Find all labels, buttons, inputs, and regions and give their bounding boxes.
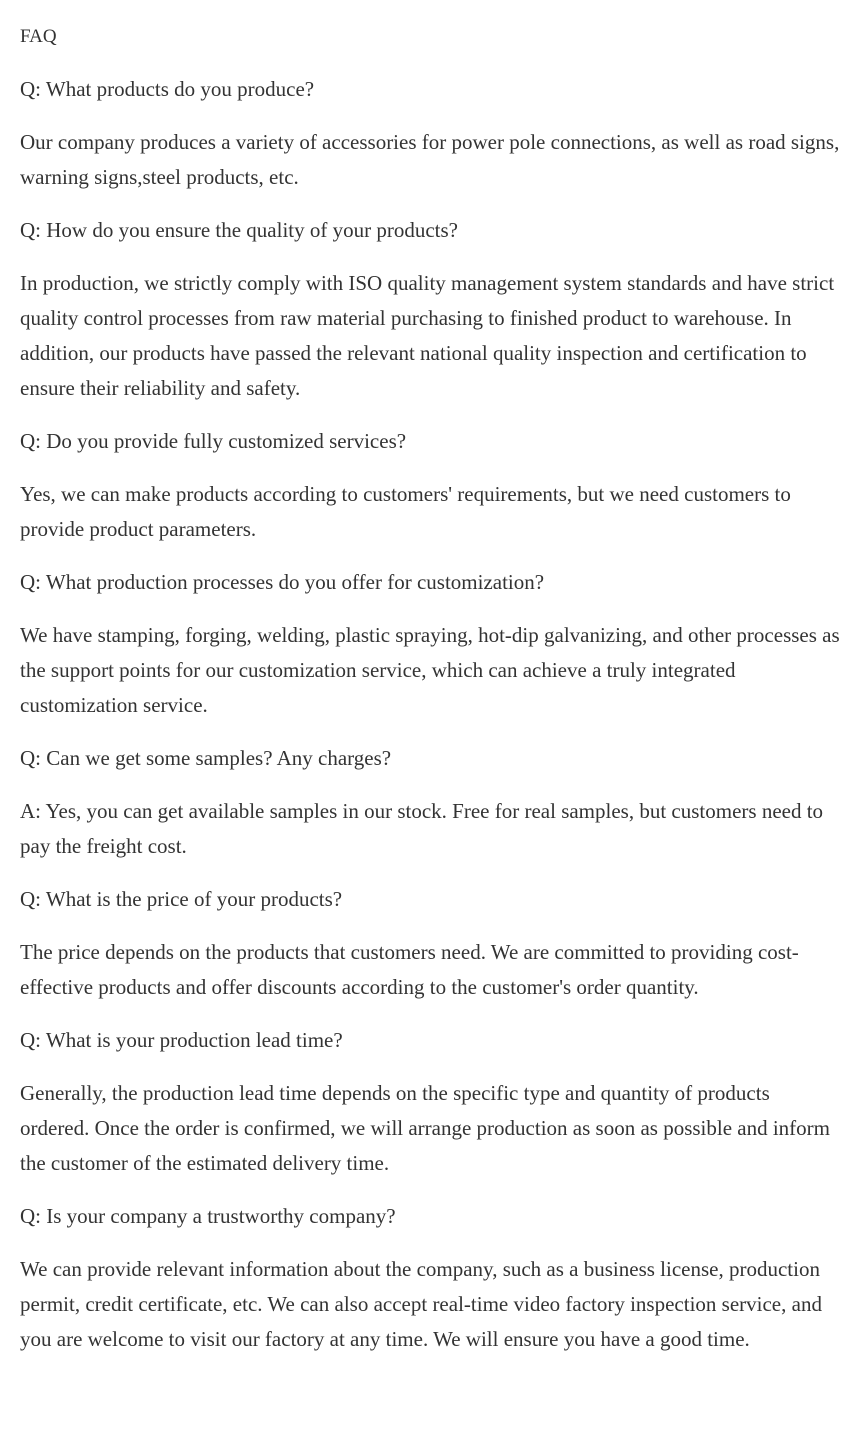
faq-item — [20, 565, 840, 723]
faq-item — [20, 72, 840, 195]
faq-answer: A: Yes, you can get available samples in our stock. Free for real samples, but customers need to pay the freight cost. — [20, 799, 824, 858]
faq-answer: In production, we strictly comply with ISO quality management system standards and have strict quality control processes from raw material purchasing to finished product to warehouse. In addition, our products have passed the relevant national quality inspection and certification to ensure their reliability and safety. — [20, 271, 835, 400]
faq-question: Q: Is your company a trustworthy company? — [20, 1204, 396, 1228]
faq-question: Q: What products do you produce? — [20, 77, 315, 101]
faq-answer: We have stamping, forging, welding, plastic spraying, hot-dip galvanizing, and other processes as the support points for our customization service, which can achieve a truly integrated customization service. — [20, 623, 840, 717]
faq-question: Q: What is the price of your products? — [20, 887, 343, 911]
faq-answer: We can provide relevant information about the company, such as a business license, production permit, credit certificate, etc. We can also accept real-time video factory inspection service, and you are welcome to visit our factory at any time. We will ensure you have a good time. — [20, 1257, 822, 1351]
faq-question: Q: What production processes do you offer for customization? — [20, 570, 545, 594]
faq-item — [20, 213, 840, 406]
faq-answer: Generally, the production lead time depends on the specific type and quantity of products ordered. Once the order is confirmed, we will arrange production as soon as possible and inform the customer of the estimated delivery time. — [20, 1081, 831, 1175]
faq-item — [20, 1199, 840, 1357]
faq-question: Q: Do you provide fully customized services? — [20, 429, 407, 453]
faq-item — [20, 882, 840, 1005]
faq-item — [20, 741, 840, 864]
faq-answer: Our company produces a variety of accessories for power pole connections, as well as road signs, warning signs,steel products, etc. — [20, 130, 840, 189]
faq-item — [20, 424, 840, 547]
faq-answer: The price depends on the products that customers need. We are committed to providing cost-effective products and offer discounts according to the customer's order quantity. — [20, 940, 799, 999]
faq-item — [20, 1023, 840, 1181]
faq-question: Q: How do you ensure the quality of your products? — [20, 218, 458, 242]
faq-question: Q: Can we get some samples? Any charges? — [20, 746, 392, 770]
page-title: FAQ — [20, 26, 57, 47]
faq-question: Q: What is your production lead time? — [20, 1028, 343, 1052]
faq-answer: Yes, we can make products according to customers' requirements, but we need customers to provide product parameters. — [20, 482, 791, 541]
